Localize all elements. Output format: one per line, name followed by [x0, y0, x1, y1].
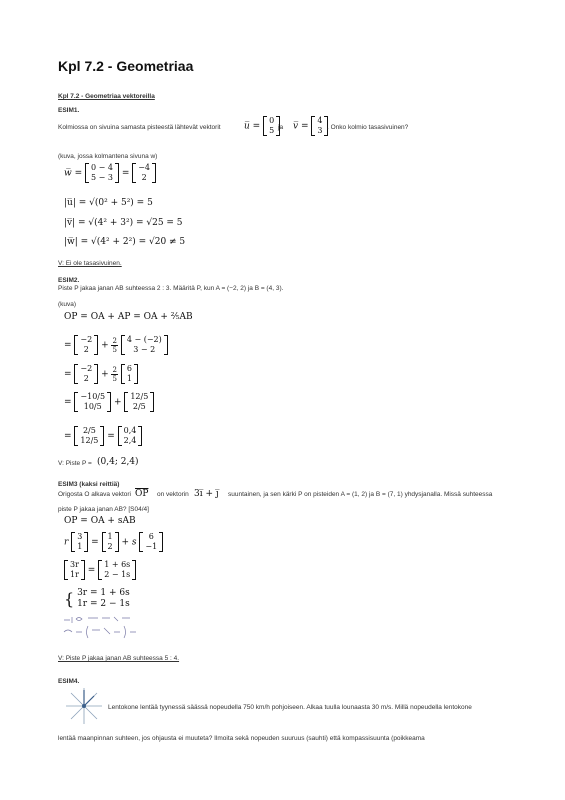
- example2-answer-value: (0,4; 2,4): [97, 457, 139, 467]
- example3-answer: V: Piste P jakaa janan AB suhteessa 5 : 4.: [58, 655, 180, 662]
- example3-text-c: suuntainen, ja sen kärki P on pisteiden A = (1, 2) ja B = (7, 1) yhdysjanalla. Missä suhteessa: [228, 491, 493, 498]
- example1-answer: V: Ei ole tasasivuinen.: [58, 260, 122, 267]
- example1-question: . Onko kolmio tasasivuinen?: [327, 124, 409, 131]
- step4: = 2/5 12/5 = 0,4 2,4: [64, 426, 142, 446]
- example4-text2: lentää maanpinnan suhteen, jos ohjausta ei muuteta? Ilmoita sekä nopeuden suuruus (sauhti) että kompassisuunta (poikkeama: [58, 735, 425, 742]
- matrix-u: 0 5: [263, 116, 280, 136]
- example2-figure-note: (kuva): [58, 301, 77, 308]
- compass-diagram: [64, 686, 104, 726]
- vector-u: u̅ = 0 5: [244, 116, 280, 136]
- example4-heading: ESIM4.: [58, 678, 80, 685]
- section-heading: Kpl 7.2 - Geometriaa vektoreilla: [58, 93, 155, 100]
- example3-text-a: Origosta O alkava vektori: [58, 491, 131, 498]
- example3-text-b: on vektorin: [157, 491, 189, 498]
- example2-answer-label: V: Piste P =: [58, 460, 92, 467]
- op-equation: OP = OA + AP = OA + ⅖AB: [64, 312, 193, 322]
- example3-system: { 3r = 1 + 6s 1r = 2 − 1s: [64, 588, 130, 609]
- and-word: ja: [278, 124, 284, 131]
- step3: = −10/5 10/5 + 12/5 2/5: [64, 392, 154, 412]
- norm-v: |v̅| = √(4² + 3²) = √25 = 5: [64, 218, 183, 228]
- step1: = −2 2 + $\frac{2}{5}$ 4 − (−2) 3 − 2: [64, 335, 168, 355]
- w-vector-calc: w̅ = 0 − 4 5 − 3 = −4 2: [64, 163, 156, 183]
- handwritten-solution-image: [62, 614, 142, 642]
- example1-heading: ESIM1.: [58, 107, 80, 114]
- example3-text-d: piste P jakaa janan AB? [S04/4]: [58, 506, 149, 513]
- example3-eq2: r 3 1 = 1 2 + s 6 −1: [64, 532, 163, 552]
- norm-w: |w̅| = √(4² + 2²) = √20 ≠ 5: [64, 237, 186, 247]
- example1-figure-note: (kuva, jossa kolmantena sivuna w): [58, 153, 158, 160]
- op-vector-label: $\overline{OP}$: [135, 489, 149, 499]
- system-eq2: 1r = 2 − 1s: [77, 599, 130, 609]
- direction-vector: 3i̅ + j̅: [194, 489, 219, 499]
- example4-text1: Lentokone lentää tyynessä säässä nopeudella 750 km/h pohjoiseen. Alkaa tuulla lounaasta 30 m/s. Millä nopeudella lentokone: [108, 704, 472, 711]
- example1-text: Kolmiossa on sivuina samasta pisteestä lähtevät vektorit: [58, 124, 221, 131]
- example3-eq3: 3r 1r = 1 + 6s 2 − 1s: [64, 560, 136, 580]
- example3-eq1: OP = OA + sAB: [64, 516, 136, 526]
- system-eq1: 3r = 1 + 6s: [77, 588, 130, 598]
- step2: = −2 2 + $\frac{2}{5}$ 6 1: [64, 364, 138, 384]
- page-title: Kpl 7.2 - Geometriaa: [58, 58, 194, 74]
- example3-heading: ESIM3 (kaksi reittiä): [58, 481, 120, 488]
- example2-text: Piste P jakaa janan AB suhteessa 2 : 3. Määritä P, kun A = (−2, 2) ja B = (4, 3).: [58, 285, 284, 292]
- norm-u: |u̅| = √(0² + 5²) = 5: [64, 198, 153, 208]
- example2-heading: ESIM2.: [58, 277, 80, 284]
- vector-v: v̅ = 4 3: [293, 116, 328, 136]
- matrix-v: 4 3: [311, 116, 328, 136]
